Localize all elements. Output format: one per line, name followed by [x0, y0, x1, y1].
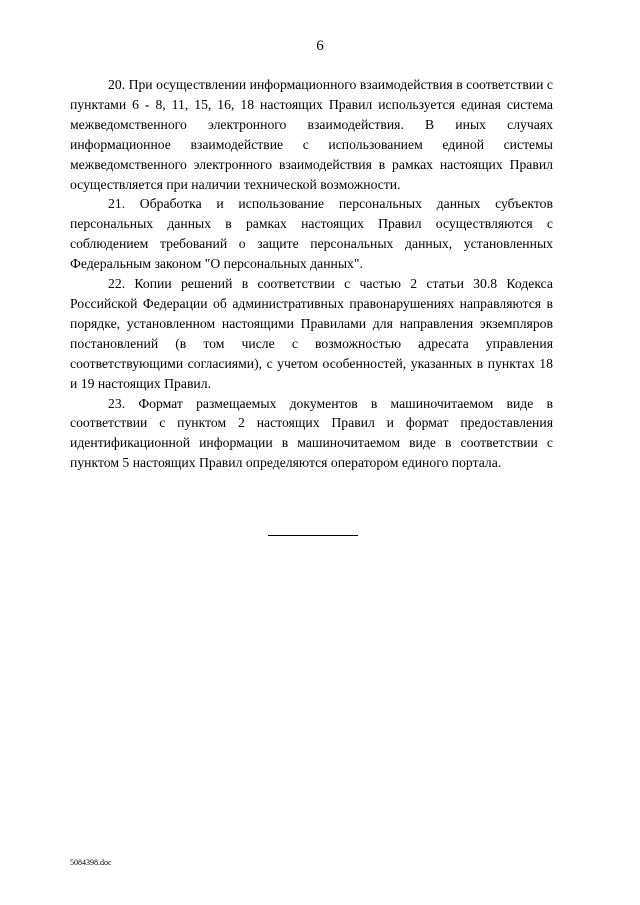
paragraph-21: 21. Обработка и использование персональных данных субъектов персональных данных в рамках настоящих Правил осуществляются с соблюдением требований о защите персональных данных, установленных Федеральным законом "О персональных данных".	[70, 196, 553, 272]
paragraph-20: 20. При осуществлении информационного взаимодействия в соответствии с пунктами 6 - 8, 11, 15, 16, 18 настоящих Правил используется единая система межведомственного электронного взаимодействия. В иных случаях информационное взаимодействие с использованием единой системы межведомственного электронного взаимодействия в рамках настоящих Правил осуществляется при наличии технической возможности.	[70, 77, 553, 192]
paragraph-22: 22. Копии решений в соответствии с частью 2 статьи 30.8 Кодекса Российской Федерации об административных правонарушениях направляются в порядке, установленном настоящими Правилами для направления экземпляров постановлений (в том числе с возможностью адресата управления соответствующими согласиями), с учетом особенностей, указанных в пунктах 18 и 19 настоящих Правил.	[70, 276, 553, 391]
document-body	[70, 75, 553, 473]
paragraph-23: 23. Формат размещаемых документов в машиночитаемом виде в соответствии с пунктом 2 настоящих Правил и формат предоставления идентификационной информации в машиночитаемом виде в соответствии с пунктом 5 настоящих Правил определяются оператором единого портала.	[70, 395, 553, 471]
page-number: 6	[316, 38, 324, 54]
end-divider-line	[268, 535, 358, 536]
footer-doc-id: 5084398.doc	[70, 858, 112, 867]
